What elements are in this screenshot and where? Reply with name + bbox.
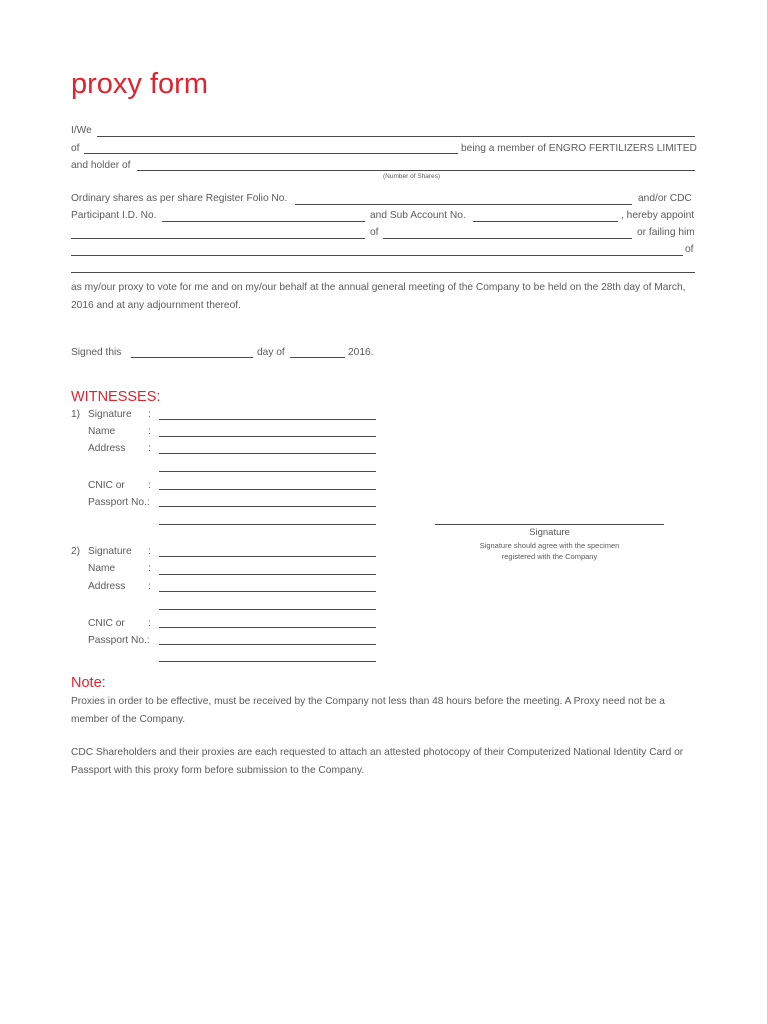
colon: : bbox=[148, 546, 151, 557]
participant-id-field-line[interactable] bbox=[162, 221, 365, 222]
witness-1-name-line[interactable] bbox=[159, 436, 376, 437]
member-statement: being a member of ENGRO FERTILIZERS LIMITED bbox=[461, 143, 697, 154]
witness-1-passport-label: Passport No.: bbox=[88, 497, 150, 508]
colon: : bbox=[148, 443, 151, 454]
witness-2-passport-label: Passport No.: bbox=[88, 635, 150, 646]
member-signature-line[interactable] bbox=[435, 524, 664, 525]
colon: : bbox=[148, 409, 151, 420]
holder-of-label: and holder of bbox=[71, 160, 131, 171]
witnesses-heading: WITNESSES: bbox=[71, 389, 161, 405]
witness-2-signature-label: Signature bbox=[88, 546, 132, 557]
witness-2-name-line[interactable] bbox=[159, 574, 376, 575]
folio-no-field-line[interactable] bbox=[295, 204, 632, 205]
day-of-label: day of bbox=[257, 347, 285, 358]
witness-1-address-line[interactable] bbox=[159, 453, 376, 454]
hereby-appoint-label: , hereby appoint bbox=[621, 210, 695, 221]
witness-1-cnic-line[interactable] bbox=[159, 489, 376, 490]
page-title: proxy form bbox=[71, 68, 208, 100]
number-of-shares-caption: (Number of Shares) bbox=[383, 173, 441, 180]
witness-2-name-label: Name bbox=[88, 563, 116, 574]
sub-account-label: and Sub Account No. bbox=[370, 210, 466, 221]
colon: : bbox=[148, 563, 151, 574]
colon: : bbox=[148, 581, 151, 592]
witness-1-number: 1) bbox=[71, 409, 81, 420]
i-we-label: I/We bbox=[71, 125, 92, 136]
signed-day-field-line[interactable] bbox=[131, 357, 253, 358]
witness-1-signature-label: Signature bbox=[88, 409, 132, 420]
witness-2-address-line[interactable] bbox=[159, 591, 376, 592]
name-field-line[interactable] bbox=[97, 136, 695, 137]
witness-1-address-line-2[interactable] bbox=[159, 471, 376, 472]
signature-note-line-2: registered with the Company bbox=[501, 552, 598, 561]
address-field-line[interactable] bbox=[84, 153, 458, 154]
shares-field-line[interactable] bbox=[137, 170, 695, 171]
witness-1-passport-line-2[interactable] bbox=[159, 524, 376, 525]
witness-2-passport-line-2[interactable] bbox=[159, 661, 376, 662]
colon: : bbox=[148, 618, 151, 629]
note-heading: Note: bbox=[71, 675, 106, 691]
proxy-paragraph: as my/our proxy to vote for me and on my/our behalf at the annual general meeting of the Company to be held on the 28th day of March, 2016 and at any adjournment thereof. bbox=[71, 282, 686, 311]
signature-note-line-1: Signature should agree with the specimen bbox=[479, 541, 620, 550]
witness-2-signature-line[interactable] bbox=[159, 556, 376, 557]
note-paragraph-1: Proxies in order to be effective, must be received by the Company not less than 48 hours before the meeting. A Proxy need not be a member of the Company. bbox=[71, 696, 665, 725]
witness-2-number: 2) bbox=[71, 546, 81, 557]
member-signature-label: Signature bbox=[529, 527, 570, 538]
witness-1-name-label: Name bbox=[88, 426, 116, 437]
witness-1-cnic-label: CNIC or bbox=[88, 480, 125, 491]
of-end-label: of bbox=[685, 244, 694, 255]
of-label: of bbox=[71, 143, 80, 154]
witness-1-address-label: Address bbox=[88, 443, 126, 454]
year-label: 2016. bbox=[348, 347, 374, 358]
alternate-proxy-field-line[interactable] bbox=[71, 255, 683, 256]
witness-2-address-label: Address bbox=[88, 581, 126, 592]
sub-account-field-line[interactable] bbox=[473, 221, 618, 222]
witness-1-passport-line[interactable] bbox=[159, 506, 376, 507]
and-or-cdc-label: and/or CDC bbox=[638, 193, 692, 204]
participant-id-label: Participant I.D. No. bbox=[71, 210, 157, 221]
witness-2-cnic-label: CNIC or bbox=[88, 618, 125, 629]
colon: : bbox=[148, 480, 151, 491]
signed-month-field-line[interactable] bbox=[290, 357, 345, 358]
of-mid-label: of bbox=[370, 227, 379, 238]
witness-1-signature-line[interactable] bbox=[159, 419, 376, 420]
note-paragraph-2: CDC Shareholders and their proxies are each requested to attach an attested photocopy of their Computerized National Identity Card or Passport with this proxy form before submission to the Company. bbox=[71, 747, 684, 776]
witness-2-address-line-2[interactable] bbox=[159, 609, 376, 610]
witness-2-cnic-line[interactable] bbox=[159, 627, 376, 628]
ordinary-shares-label: Ordinary shares as per share Register Folio No. bbox=[71, 193, 288, 204]
proxy-address-field-line[interactable] bbox=[383, 238, 632, 239]
witness-2-passport-line[interactable] bbox=[159, 644, 376, 645]
or-failing-him-label: or failing him bbox=[637, 227, 695, 238]
proxy-name-field-line[interactable] bbox=[71, 238, 365, 239]
alternate-proxy-address-line[interactable] bbox=[71, 272, 695, 273]
signed-this-label: Signed this bbox=[71, 347, 122, 358]
colon: : bbox=[148, 426, 151, 437]
